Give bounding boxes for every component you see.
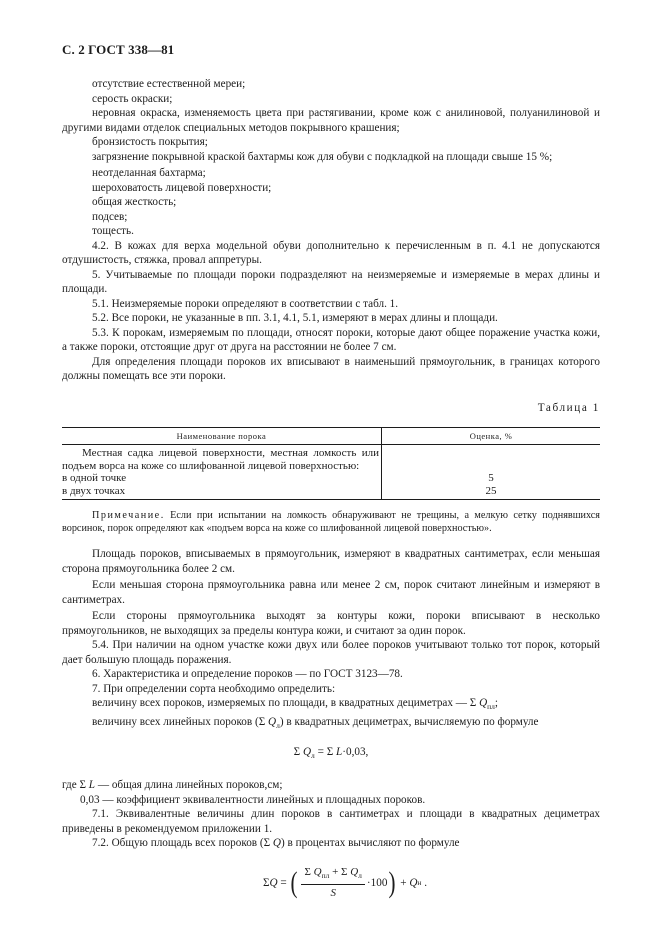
formula-total [62,865,600,901]
clause-7-item-area [62,696,600,715]
list-item: бронзистость покрытия; [92,136,208,148]
table-caption: Таблица 1 [537,401,600,414]
clause-5-1: 5.1. Неизмеряемые пороки определяют в соответствии с табл. 1. [92,297,399,310]
list-item: неровная окраска, изменяемость цвета при растягивании, кроме кож с анилиновой, полуанилиновой и другими видами отделок специальных методов покрывного крашения; [62,107,600,134]
list-item: загрязнение покрывной краской бахтармы кож для обуви с подкладкой на площади свыше 15 %; [92,150,553,163]
text-span: ) в процентах вычисляют по формуле [281,837,460,850]
formula-subscript: н [417,877,422,887]
defects-table [62,427,600,500]
formula-part: Q [409,876,418,889]
table-cell-score: 25 [382,485,601,500]
formula-part: ·100 [366,876,388,889]
note-label: Примечание. [92,510,165,521]
text-span: где Σ [62,779,89,792]
formula-part: Q [313,865,322,878]
paragraph-area-2: Если меньшая сторона прямоугольника равна или менее 2 см, порок считают линейным и измеряют в сантиметрах. [62,579,600,606]
table-cell-empty [382,445,601,473]
formula-linear [62,745,600,764]
formula-subscript: л [358,870,362,880]
table-cell-defect: Местная садка лицевой поверхности, местная ломкость или подъем ворса на коже со шлифованной лицевой поверхностью: [62,445,382,473]
formula-part: = Σ [314,746,337,759]
formula-part: Σ [293,746,303,759]
formula-subscript: л [311,751,315,761]
table-cell-score: 5 [488,472,494,484]
table-header-row [62,428,600,445]
subscript: л [276,720,280,730]
table-header-score: Оценка, % [382,428,601,445]
clause-5: 5. Учитываемые по площади пороки подразделяют на неизмеряемые и измеряемые в мерах длины и площади. [62,268,600,295]
left-paren-glyph: ( [290,865,298,899]
list-item: неотделанная бахтарма; [92,167,206,179]
table-cell-defect: в одной точке [62,472,382,485]
list-item: серость окраски; [92,92,173,105]
paragraph-rectangle-definition: Для определения площади пороков их вписывают в наименьший прямоугольник, в границах которого должны помещать все эти пороки. [62,355,600,382]
formula-fraction [301,865,364,901]
clause-7-2 [62,836,600,851]
fraction-numerator [301,865,364,886]
text-span: ; [494,697,499,709]
text-span: величину всех линейных пороков (Σ [92,715,269,728]
clause-5-2: 5.2. Все пороки, не указанные в пп. 3.1, 4.1, 5.1, измеряют в мерах длины и площади. [92,312,498,324]
clause-7-1: 7.1. Эквивалентные величины длин пороков в сантиметрах и площади в квадратных дециметрах приведены в рекомендуемом приложении 1. [62,808,600,835]
formula-part: Σ [304,865,314,878]
formula-subscript: пл [321,870,330,880]
formula-part: + Σ [329,865,351,878]
formula-part: L [336,746,343,759]
fraction-denominator [330,885,336,901]
formula-part: Q [302,746,312,759]
symbol-l: L [88,779,96,792]
list-item: тощесть. [92,225,134,237]
right-paren-glyph: ) [388,865,396,899]
table-row [62,445,600,473]
formula-part: = [277,876,290,889]
list-item: общая жесткость; [92,196,177,208]
list-item: отсутствие естественной мереи; [92,78,246,90]
paragraph-area-1: Площадь пороков, вписываемых в прямоугольник, измеряют в квадратных сантиметрах, если меньшая сторона прямоугольника более 2 см. [62,548,600,575]
table-cell-defect: в двух точках [62,485,382,500]
formula-part: ·0,03, [342,746,369,759]
table-row [62,485,600,500]
formula-part: Q [350,865,359,878]
text-span: величину всех пороков, измеряемых по площади, в квадратных дециметрах — Σ [92,697,480,709]
formula-part: Q [269,876,278,889]
symbol-q: Q [479,697,488,709]
text-span: ) в квадратных дециметрах, вычисляемую по формуле [279,715,539,728]
where-line-2: 0,03 — коэффициент эквивалентности линейных и площадных пороков. [80,793,426,806]
table-note [62,509,600,535]
formula-part: Σ [262,876,270,889]
table-row [62,472,600,485]
formula-part: . [421,876,428,889]
formula-part: S [330,887,336,900]
clause-7: 7. При определении сорта необходимо определить: [92,682,336,695]
clause-4-2: 4.2. В кожах для верха модельной обуви дополнительно к перечисленным в п. 4.1 не допускаются отдушистость, стяжка, провал аппретуры. [62,239,600,266]
formula-part: + [397,876,410,889]
note-text: Если при испытании на ломкость обнаруживают не трещины, а мелкую сетку поднявшихся ворсинок, порок определяют как «подъем ворса на коже со шлифованной лицевой поверхностью». [62,510,600,534]
text-span: 7.2. Общую площадь всех пороков (Σ [92,837,273,850]
symbol-q: Q [272,837,282,850]
subscript: пл [487,702,495,712]
clause-6: 6. Характеристика и определение пороков — по ГОСТ 3123—78. [92,668,403,680]
text-span: — общая длина линейных пороков,см; [95,779,283,792]
clause-5-4: 5.4. При наличии на одном участке кожи двух или более пороков учитывают только тот порок, который дает большую площадь поражения. [62,639,600,666]
table-header-name: Наименование порока [62,428,382,445]
list-item: подсев; [92,210,128,223]
where-line-1 [62,778,600,793]
list-item: шероховатость лицевой поверхности; [92,181,272,194]
symbol-q: Q [268,715,277,728]
clause-7-item-linear [62,715,600,734]
document-body [62,77,600,901]
clause-5-3: 5.3. К порокам, измеряемым по площади, относят пороки, которые дают общее поражение участка кожи, а также пороки, отстоящие друг от друга на расстоянии не более 7 см. [62,326,600,353]
page-header: С. 2 ГОСТ 338—81 [62,42,175,57]
paragraph-area-3: Если стороны прямоугольника выходят за контуры кожи, пороки вписывают в несколько прямоугольников, не выходящих за пределы контура кожи, и считают за один порок. [62,610,600,637]
